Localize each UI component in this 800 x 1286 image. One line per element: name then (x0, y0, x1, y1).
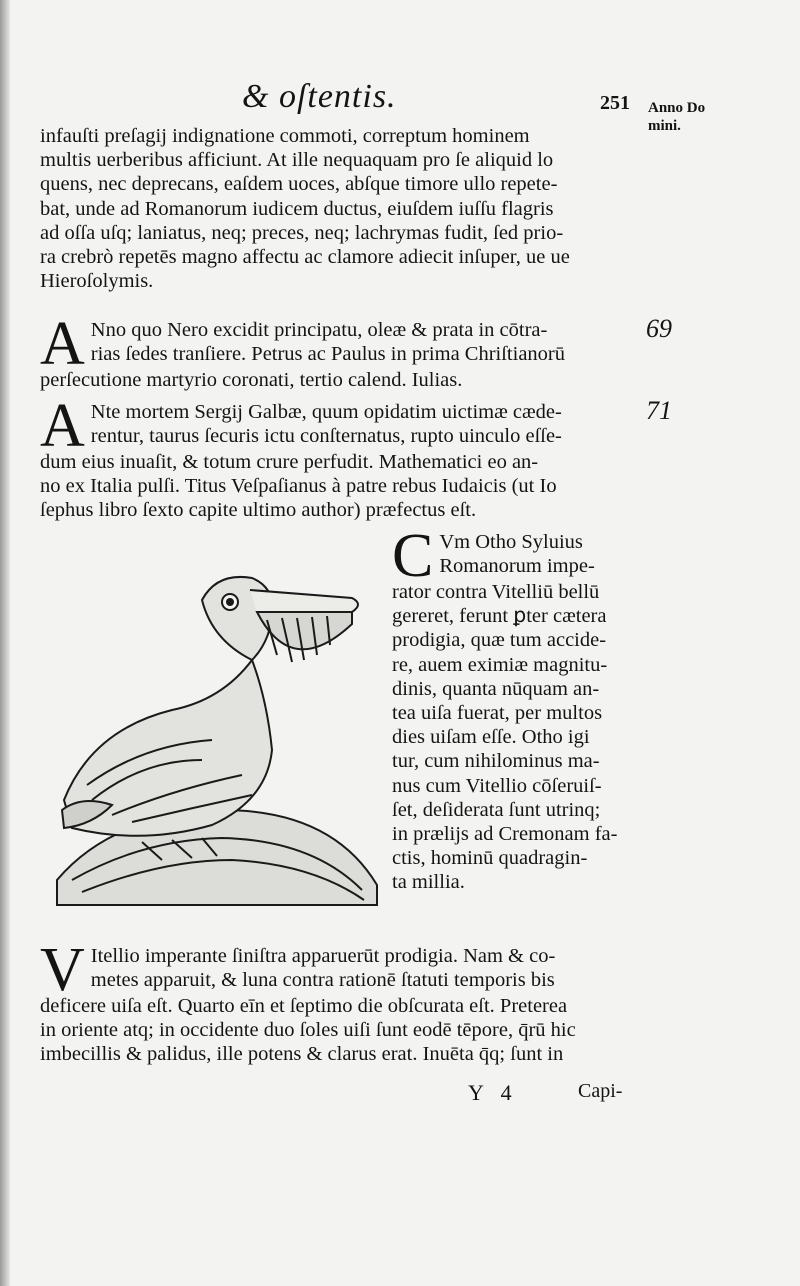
text-line: in oriente atq; in occidente duo ſoles uiſi ſunt eodē tēpore, q̄rū hic (40, 1019, 576, 1042)
year-margin-note: 69 (646, 314, 672, 343)
paragraph-vitellio (40, 936, 640, 1067)
text-line: quens, nec deprecans, eaſdem uoces, abſque timore ullo repete- (40, 173, 558, 196)
text-line: dinis, quanta nūquam an- (392, 677, 600, 700)
anno-margin-line: Anno Do (648, 100, 706, 116)
drop-cap: A (40, 392, 85, 460)
text-line: dum eius inuaſit, & totum crure perfudit. Mathematici eo an- (40, 451, 539, 473)
paragraph-year-69 (40, 310, 640, 392)
drop-cap: V (40, 936, 85, 1004)
text-line: metes apparuit, & luna contra rationē ſtatuti temporis bis (90, 969, 555, 992)
drop-cap: C (392, 522, 434, 590)
year-margin-note: 71 (646, 396, 672, 425)
paragraph-continuation (40, 124, 640, 293)
text-line: multis uerberibus afficiunt. At ille nequaquam pro ſe aliquid lo (40, 149, 554, 172)
paragraph-otho (392, 522, 652, 895)
text-line: Nte mortem Sergij Galbæ, quum opidatim uictimæ cæde- (90, 401, 562, 423)
text-line: dies uiſam eſſe. Otho igi (392, 726, 590, 749)
text-line: in prælijs ad Cremonam fa- (392, 823, 618, 846)
page-edge (0, 0, 10, 1286)
pelican-woodcut-icon (52, 560, 382, 910)
text-line: bat, unde ad Romanorum iudicem ductus, eiuſdem iuſſu flagris (40, 197, 554, 220)
paragraph-year-71 (40, 392, 640, 523)
text-line: tur, cum nihilominus ma- (392, 750, 600, 773)
text-line: ad oſſa uſq; laniatus, neq; preces, neq; lachrymas fudit, ſed prio- (40, 221, 564, 244)
text-line: tea uiſa fuerat, per multos (392, 702, 603, 725)
catchword: Capi- (578, 1080, 623, 1102)
text-line: deficere uiſa eſt. Quarto eīn et ſeptimo die obſcurata eſt. Preterea (40, 995, 568, 1017)
anno-domini-margin-note (648, 99, 705, 135)
text-line: ta millia. (392, 871, 465, 894)
text-line: gereret, ferunt ꝑter cætera (392, 605, 607, 628)
anno-margin-line: mini. (648, 118, 681, 134)
text-line: rias ſedes tranſiere. Petrus ac Paulus in prima Chriſtianorū (90, 343, 566, 366)
text-line: re, auem eximiæ magnitu- (392, 653, 608, 676)
text-line: ctis, hominū quadragin- (392, 847, 588, 870)
text-line: prodigia, quæ tum accide- (392, 629, 607, 652)
text-line: Vm Otho Syluius (439, 531, 583, 553)
text-line: rator contra Vitelliū bellū (392, 581, 600, 603)
text-line: Hieroſolymis. (40, 270, 154, 293)
text-line: infauſti preſagij indignatione commoti, correptum hominem (40, 125, 530, 147)
running-head: & oſtentis. (242, 78, 397, 115)
text-line: nus cum Vitellio cōſeruiſ- (392, 774, 602, 797)
drop-cap: A (40, 310, 85, 378)
text-line: ſephus libro ſexto capite ultimo author) præfectus eſt. (40, 499, 477, 522)
text-line: Itellio imperante ſiniſtra apparuerūt prodigia. Nam & co- (90, 945, 556, 967)
signature-mark: Y 4 (468, 1080, 518, 1105)
text-line: ra crebrò repetēs magno affectu ac clamore adiecit inſuper, ue ue (40, 246, 570, 269)
text-line: rentur, taurus ſecuris ictu conſternatus, rupto uinculo eſſe- (90, 425, 562, 448)
text-line: Nno quo Nero excidit principatu, oleæ & prata in cōtra- (90, 319, 548, 341)
text-line: no ex Italia pulſi. Titus Veſpaſianus à patre rebus Iudaicis (ut Io (40, 475, 557, 498)
text-line: perſecutione martyrio coronati, tertio calend. Iulias. (40, 369, 463, 391)
page-number: 251 (600, 92, 630, 114)
text-line: ſet, deſiderata ſunt utrinq; (392, 798, 601, 821)
text-line: imbecillis & palidus, ille potens & clarus erat. Inuēta q̄q; ſunt in (40, 1043, 564, 1066)
text-line: Romanorum impe- (439, 555, 595, 578)
